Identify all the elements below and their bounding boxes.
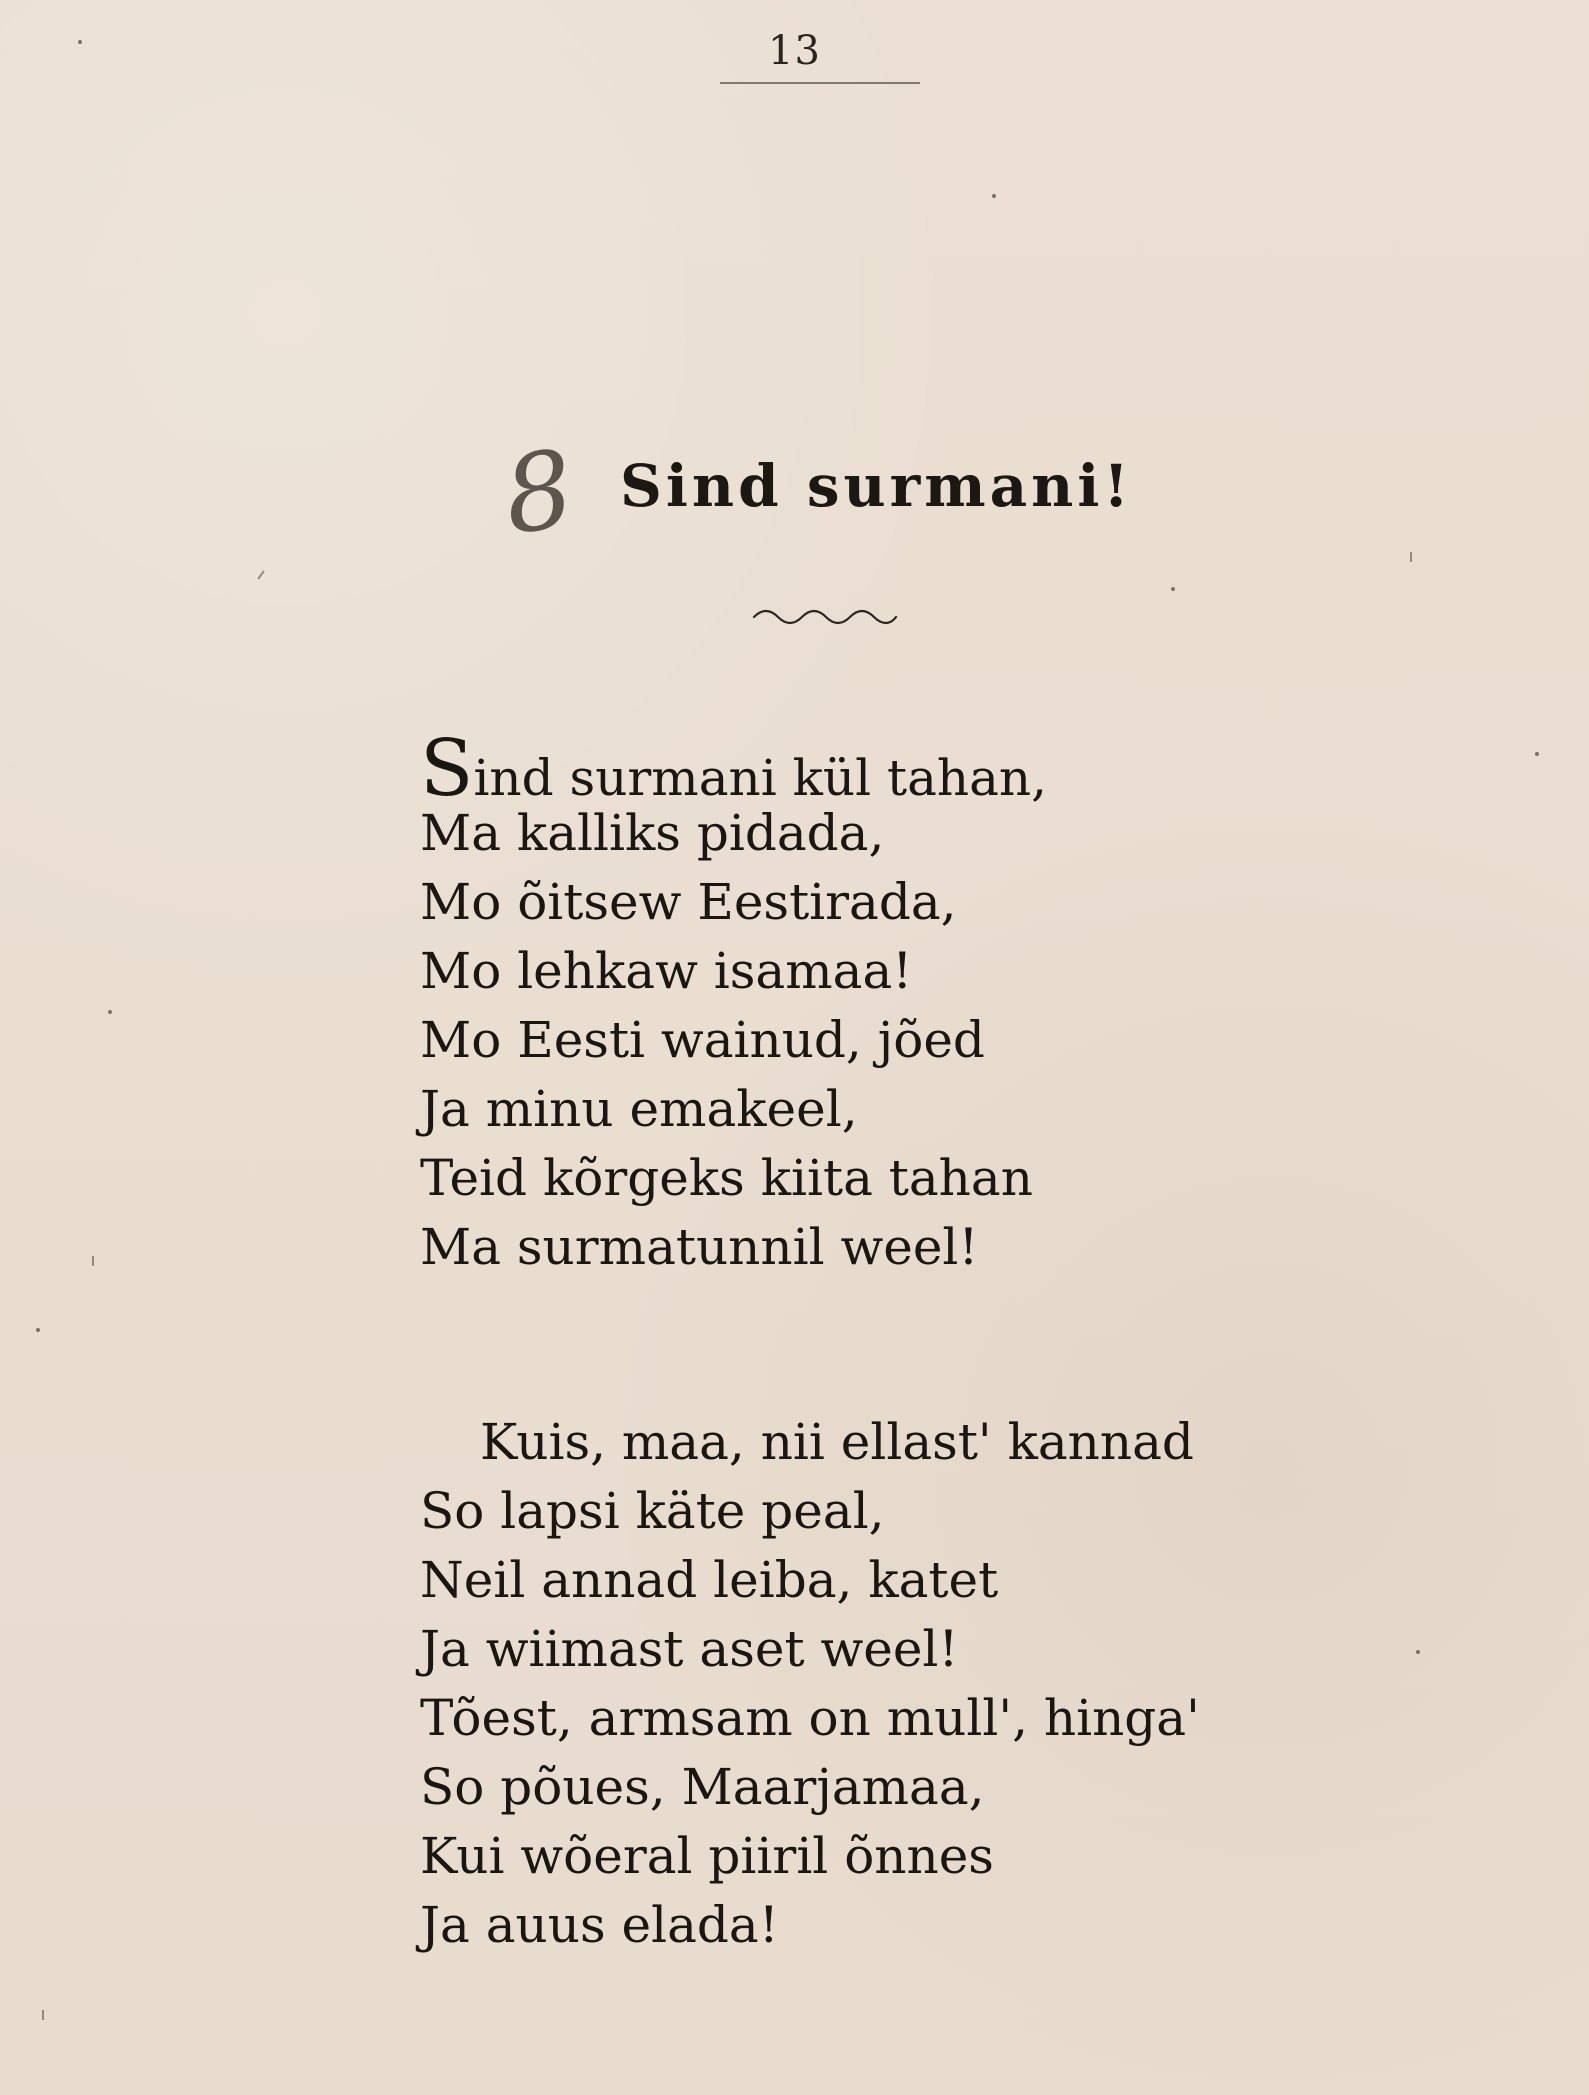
show-through-line (550, 288, 1250, 362)
verse-line-6: Ja minu emakeel, (420, 1080, 858, 1138)
title-ornament (752, 607, 898, 625)
verse-line-4: Ja wiimast aset weel! (420, 1620, 959, 1678)
verse-line-1: Kuis, maa, nii ellast' kannad (480, 1413, 1194, 1471)
verse-line-2: So lapsi käte peal, (420, 1482, 885, 1540)
header-rule (720, 82, 920, 84)
verse-line-2: Ma kalliks pidada, (420, 804, 885, 862)
show-through-line (550, 140, 1250, 214)
verse-line-1: Sind surmani kül tahan, (420, 724, 1047, 814)
show-through-line (550, 214, 1250, 288)
show-through-line (550, 584, 1250, 658)
paper-speck (1416, 1650, 1420, 1654)
stanza-2 (420, 1408, 1280, 1960)
verse-line-7: Kui wõeral piiril õnnes (420, 1827, 994, 1885)
paper-speck (78, 40, 82, 44)
handwritten-number: 8 (496, 426, 581, 559)
paper-mark (42, 2010, 44, 2020)
paper-speck (992, 194, 996, 198)
poem-title: Sind surmani! (620, 452, 1133, 520)
paper-speck (1535, 752, 1539, 756)
show-through-line (550, 362, 1250, 436)
paper-mark (257, 570, 264, 579)
paper-speck (36, 1328, 40, 1332)
stanza-1 (420, 724, 1280, 1282)
verse-line-5: Mo Eesti wainud, jõed (420, 1011, 985, 1069)
show-through-line (550, 510, 1250, 584)
verse-line-5: Tõest, armsam on mull', hinga' (420, 1689, 1200, 1747)
page-number: 13 (768, 28, 821, 74)
show-through-line (550, 1320, 1250, 1394)
verse-line-3: Neil annad leiba, katet (420, 1551, 999, 1609)
paper-speck (1171, 587, 1175, 591)
paper-speck (108, 1010, 112, 1014)
verse-line-8: Ja auus elada! (420, 1896, 779, 1954)
paper-mark (1410, 552, 1412, 562)
verse-line-3: Mo õitsew Eestirada, (420, 873, 957, 931)
verse-line-8: Ma surmatunnil weel! (420, 1218, 979, 1276)
verse-line-4: Mo lehkaw isamaa! (420, 942, 913, 1000)
verse-line-7: Teid kõrgeks kiita tahan (420, 1149, 1033, 1207)
show-through-line (550, 658, 1250, 732)
paper-mark (92, 1256, 94, 1266)
verse-line-6: So põues, Maarjamaa, (420, 1758, 985, 1816)
